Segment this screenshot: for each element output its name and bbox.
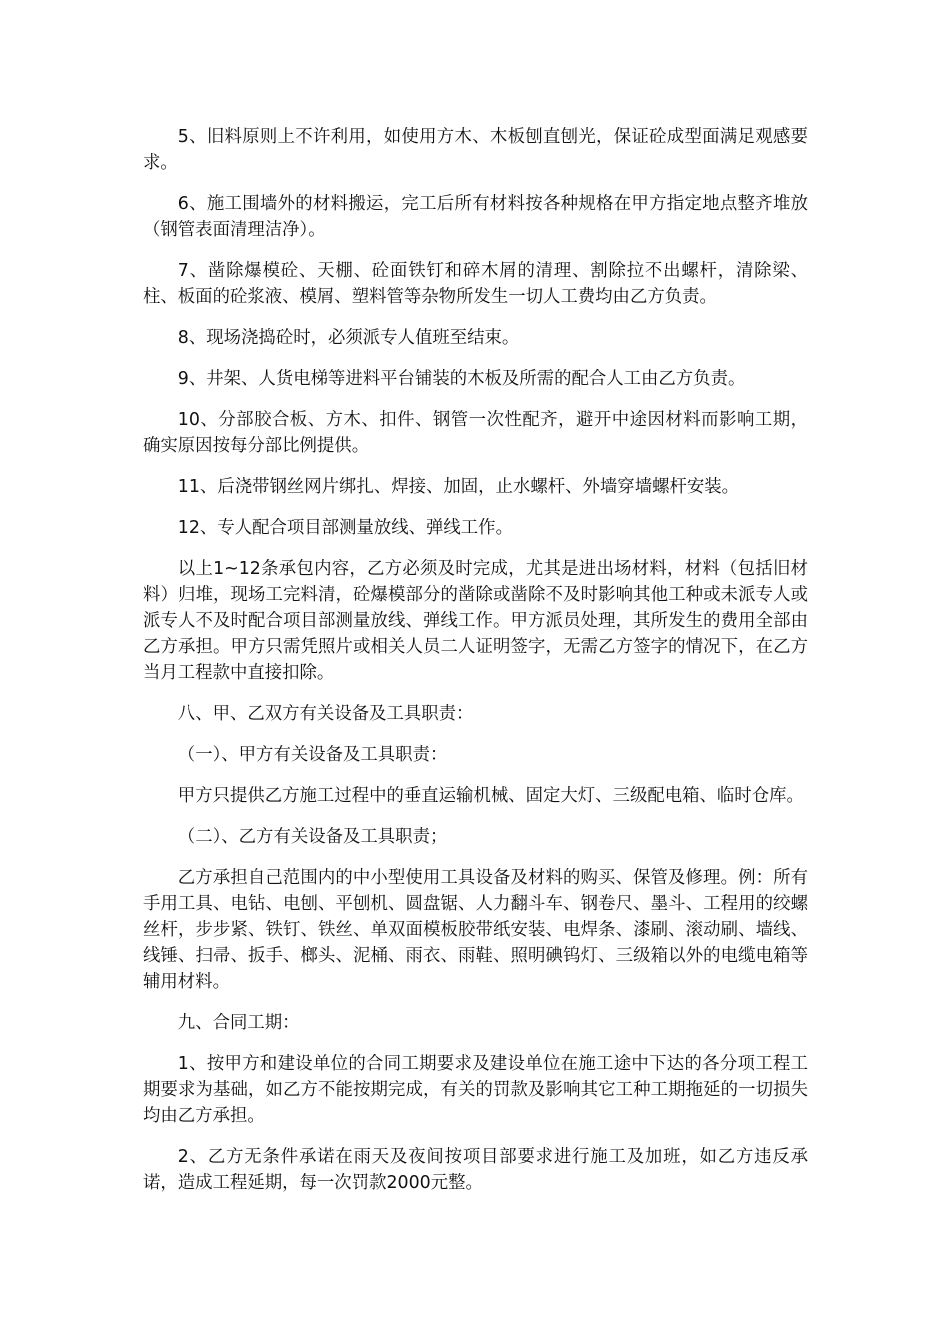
schedule-clause-1: 1、按甲方和建设单位的合同工期要求及建设单位在施工途中下达的各分项工程工期要求为基础，如乙方不能按期完成，有关的罚款及影响其它工种工期拖延的一切损失均由乙方承担。 bbox=[143, 1054, 808, 1126]
section-heading-8: 八、甲、乙双方有关设备及工具职责： bbox=[177, 704, 474, 724]
clause-10: 10、分部胶合板、方木、扣件、钢管一次性配齐，避开中途因材料而影响工期，确实原因按每分部比例提供。 bbox=[143, 410, 808, 456]
clause-6: 6、施工围墙外的材料搬运，完工后所有材料按各种规格在甲方指定地点整齐堆放（钢管表面清理洁净）。 bbox=[143, 194, 808, 240]
subsection-heading-party-b: （二）、乙方有关设备及工具职责； bbox=[177, 827, 448, 847]
schedule-clause-2: 2、乙方无条件承诺在雨天及夜间按项目部要求进行施工及加班，如乙方违反承诺，造成工程延期，每一次罚款2000元整。 bbox=[143, 1147, 808, 1193]
summary-paragraph: 以上1~12条承包内容，乙方必须及时完成，尤其是进出场材料，材料（包括旧材料）归堆，现场工完料清，砼爆模部分的凿除或凿除不及时影响其他工种或未派专人或派专人不及时配合项目部测量放线、弹线工作。甲方派员处理，其所发生的费用全部由乙方承担。甲方只需凭照片或相关人员二人证明签字，无需乙方签字的情况下，在乙方当月工程款中直接扣除。 bbox=[143, 559, 808, 683]
clause-12: 12、专人配合项目部测量放线、弹线工作。 bbox=[177, 518, 513, 538]
clause-8: 8、现场浇捣砼时，必须派专人值班至结束。 bbox=[177, 328, 520, 348]
clause-11: 11、后浇带钢丝网片绑扎、焊接、加固，止水螺杆、外墙穿墙螺杆安装。 bbox=[177, 477, 740, 497]
party-a-duties: 甲方只提供乙方施工过程中的垂直运输机械、固定大灯、三级配电箱、临时仓库。 bbox=[177, 786, 804, 806]
clause-9: 9、井架、人货电梯等进料平台铺装的木板及所需的配合人工由乙方负责。 bbox=[177, 369, 746, 389]
section-heading-9: 九、合同工期： bbox=[177, 1013, 300, 1033]
clause-7: 7、凿除爆模砼、天棚、砼面铁钉和碎木屑的清理、割除拉不出螺杆，清除梁、柱、板面的砼浆液、模屑、塑料管等杂物所发生一切人工费均由乙方负责。 bbox=[143, 261, 808, 307]
party-b-duties: 乙方承担自己范围内的中小型使用工具设备及材料的购买、保管及修理。例：所有手用工具、电钻、电刨、平刨机、圆盘锯、人力翻斗车、钢卷尺、墨斗、工程用的绞螺丝杆，步步紧、铁钉、铁丝、单双面模板胶带纸安装、电焊条、漆刷、滚动刷、墙线、线锤、扫帚、扳手、榔头、泥桶、雨衣、雨鞋、照明碘钨灯、三级箱以外的电缆电箱等辅用材料。 bbox=[143, 868, 808, 992]
subsection-heading-party-a: （一）、甲方有关设备及工具职责： bbox=[177, 745, 448, 765]
clause-5: 5、旧料原则上不许利用，如使用方木、木板刨直刨光，保证砼成型面满足观感要求。 bbox=[143, 127, 808, 173]
document-body bbox=[143, 124, 808, 1211]
